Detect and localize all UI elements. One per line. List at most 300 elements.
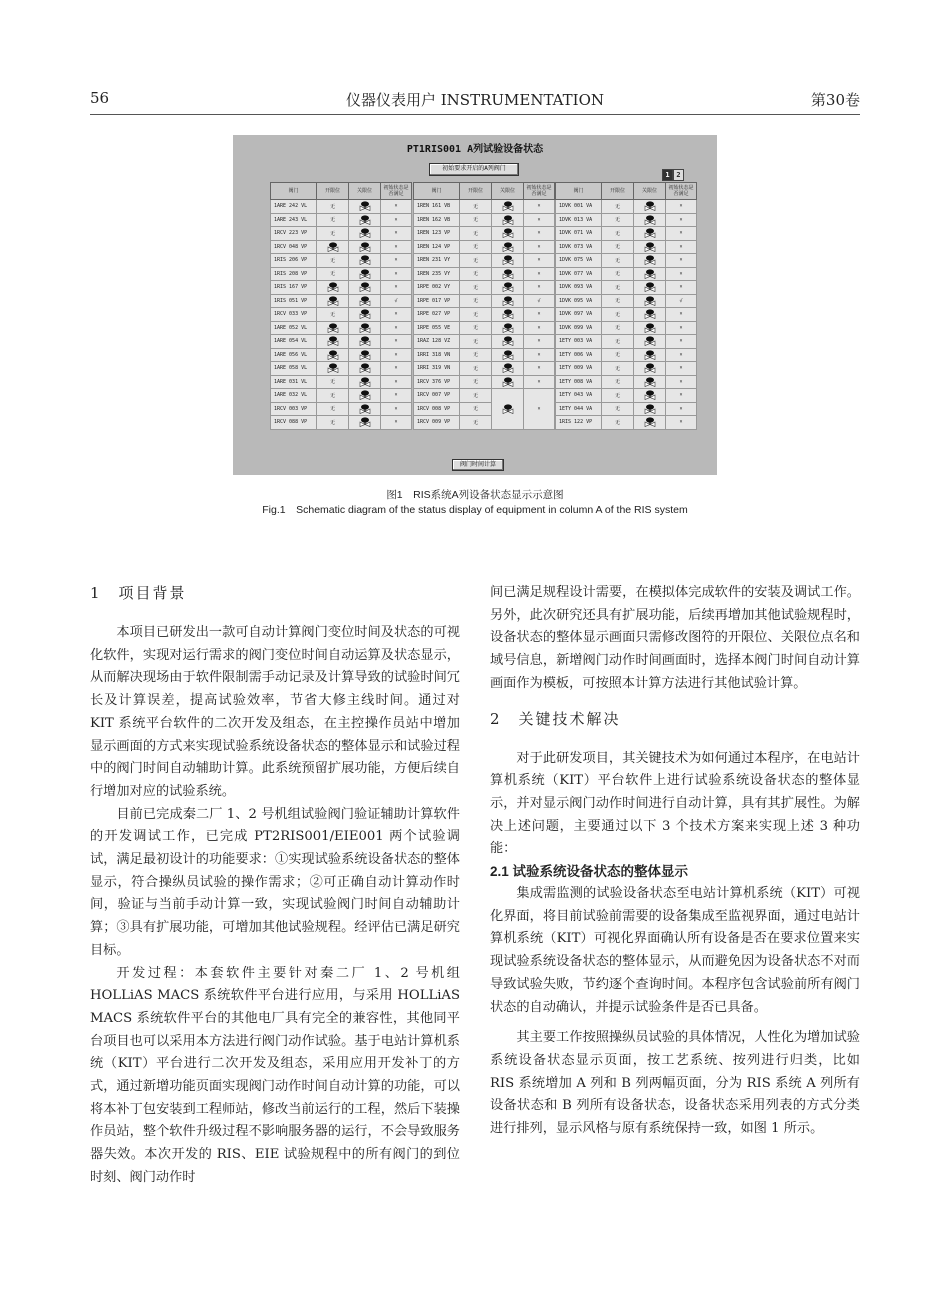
- valve-name-cell: 1RIS 122 VP: [556, 416, 602, 430]
- table-row: [556, 348, 697, 362]
- status-cell: ×: [666, 281, 697, 295]
- status-cell: ×: [666, 389, 697, 403]
- status-cell: ×: [524, 281, 555, 295]
- valve-name-cell: 1RCV 003 VP: [271, 402, 317, 416]
- status-cell: ×: [666, 308, 697, 322]
- table-row: [556, 294, 697, 308]
- open-limit-cell: 无: [602, 308, 634, 322]
- open-limit-cell: 无: [602, 389, 634, 403]
- close-limit-cell: [349, 240, 381, 254]
- valve-name-cell: 1RIS 208 VP: [271, 267, 317, 281]
- table-header: [271, 183, 412, 200]
- paragraph: 目前已完成秦二厂 1、2 号机组试验阀门验证辅助计算软件的开发调试工作，已完成 PT2RIS001/EIE001 两个试验调试，满足最初设计的功能要求：①实现试验系统设备状态的整体显示，符合操纵员试验的操作需求；②可正确自动计算动作时间，验证与当前手动计算一致，实现试验阀门时间自动辅助计算；③具有扩展功能，可增加其他试验规程。经评估已满足研究目标。: [90, 806, 460, 958]
- table-row: [414, 281, 555, 295]
- valve-name-cell: 1DVK 093 VA: [556, 281, 602, 295]
- close-limit-cell: [492, 254, 524, 268]
- valve-name-cell: 1DVK 013 VA: [556, 213, 602, 227]
- open-limit-cell: 无: [602, 416, 634, 430]
- column-header: 开限位: [317, 183, 349, 200]
- valve-name-cell: 1RCV 088 VP: [271, 416, 317, 430]
- valve-icon: [327, 363, 339, 373]
- open-limit-cell: 无: [602, 402, 634, 416]
- open-limit-cell: 无: [317, 389, 349, 403]
- valve-icon: [359, 255, 371, 265]
- valve-icon: [644, 323, 656, 333]
- valve-name-cell: 1RPE 017 VP: [414, 294, 460, 308]
- valve-name-cell: 1ARE 032 VL: [271, 389, 317, 403]
- close-limit-cell: [634, 389, 666, 403]
- status-cell: ×: [666, 267, 697, 281]
- open-limit-cell: 无: [317, 227, 349, 241]
- table-row: [556, 267, 697, 281]
- status-cell: ×: [381, 213, 412, 227]
- valve-name-cell: 1DVK 001 VA: [556, 200, 602, 214]
- table-row: [556, 402, 697, 416]
- open-limit-cell: [317, 294, 349, 308]
- close-limit-cell: [634, 402, 666, 416]
- close-limit-cell: [492, 227, 524, 241]
- table-row: [271, 227, 412, 241]
- valve-name-cell: 1RPE 002 VY: [414, 281, 460, 295]
- valve-icon: [327, 336, 339, 346]
- table-row: [271, 348, 412, 362]
- status-cell: ×: [381, 402, 412, 416]
- section-2-heading: 2 关键技术解决: [490, 709, 621, 728]
- table-row: [271, 308, 412, 322]
- valve-name-cell: 1RCV 009 VP: [414, 416, 460, 430]
- status-cell: √: [666, 294, 697, 308]
- table-row: [556, 416, 697, 430]
- close-limit-cell: [349, 200, 381, 214]
- status-cell: ×: [524, 362, 555, 376]
- status-cell: ×: [666, 362, 697, 376]
- valve-icon: [644, 417, 656, 427]
- valve-icon: [327, 282, 339, 292]
- valve-icon: [644, 269, 656, 279]
- status-cell: ×: [524, 375, 555, 389]
- valve-name-cell: 1DVK 095 VA: [556, 294, 602, 308]
- left-column: [90, 582, 460, 1190]
- close-limit-cell: [634, 321, 666, 335]
- close-limit-cell: [349, 227, 381, 241]
- page-number: 56: [90, 89, 110, 107]
- open-limit-cell: [317, 335, 349, 349]
- close-limit-cell: [634, 335, 666, 349]
- valve-icon: [644, 363, 656, 373]
- open-limit-cell: 无: [460, 308, 492, 322]
- table-row: [556, 254, 697, 268]
- open-limit-cell: 无: [602, 321, 634, 335]
- status-cell: ×: [381, 321, 412, 335]
- table-row: [271, 281, 412, 295]
- valve-name-cell: 1RCV 008 VP: [414, 402, 460, 416]
- open-limit-cell: 无: [460, 348, 492, 362]
- column-header: 关限位: [634, 183, 666, 200]
- valve-icon: [359, 296, 371, 306]
- status-cell: ×: [381, 416, 412, 430]
- column-header: 开限位: [602, 183, 634, 200]
- status-cell: ×: [524, 213, 555, 227]
- close-limit-cell: [349, 294, 381, 308]
- table-row: [271, 389, 412, 403]
- close-limit-cell: [349, 308, 381, 322]
- paragraph: 本项目已研发出一款可自动计算阀门变位时间及状态的可视化软件，实现对运行需求的阀门变位时间自动运算及状态显示，从而解决现场由于软件限制需手动记录及计算导致的试验时间冗长及计算误差，提高试验效率，节省大修主线时间。通过对 KIT 系统平台软件的二次开发及组态，在主控操作员站中增加显示画面的方式来实现试验系统设备状态的整体显示和试验过程中的阀门时间自动辅助计算。此系统预留扩展功能，方便后续自行增加对应的试验系统。: [90, 625, 460, 799]
- status-cell: ×: [524, 348, 555, 362]
- figure-title: PT1RIS001 A列试验设备状态: [406, 144, 544, 155]
- valve-name-cell: 1RCV 048 VP: [271, 240, 317, 254]
- status-cell: ×: [666, 375, 697, 389]
- status-cell: ×: [381, 227, 412, 241]
- table-row: [414, 267, 555, 281]
- valve-name-cell: 1DVK 071 VA: [556, 227, 602, 241]
- table-row: [414, 294, 555, 308]
- open-limit-cell: [317, 362, 349, 376]
- valve-table-1: [270, 182, 412, 430]
- open-limit-cell: 无: [602, 281, 634, 295]
- valve-name-cell: 1RRI 319 VN: [414, 362, 460, 376]
- close-limit-cell: [634, 294, 666, 308]
- status-cell: ×: [381, 200, 412, 214]
- open-limit-cell: 无: [602, 294, 634, 308]
- table-row: [271, 200, 412, 214]
- table-row: [556, 362, 697, 376]
- valve-icon: [644, 242, 656, 252]
- status-cell: ×: [381, 281, 412, 295]
- valve-icon: [359, 336, 371, 346]
- open-limit-cell: 无: [460, 321, 492, 335]
- table-row: [271, 402, 412, 416]
- close-limit-cell: [349, 254, 381, 268]
- table-row: [271, 240, 412, 254]
- table-row: [414, 335, 555, 349]
- status-cell: ×: [666, 321, 697, 335]
- valve-name-cell: 1DVK 073 VA: [556, 240, 602, 254]
- paragraph: 集成需监测的试验设备状态至电站计算机系统（KIT）可视化界面，将目前试验前需要的设备集成至监视界面，通过电站计算机系统（KIT）可视化界面确认所有设备是否在要求位置来实现试验系统设备状态的整体显示，从而避免因为设备状态不对而导致试验失败，节约逐个查询时间。本程序包含试验前所有阀门状态的自动确认，并提示试验条件是否已具备。: [490, 886, 860, 1015]
- status-cell: ×: [524, 335, 555, 349]
- open-limit-cell: 无: [317, 375, 349, 389]
- paragraph: 开发过程：本套软件主要针对秦二厂 1、2 号机组 HOLLiAS MACS 系统软件平台进行应用，与采用 HOLLiAS MACS 系统软件平台的其他电厂具有完全的兼容性，其他同平台项目也可以采用本方法进行阀门动作试验。基于电站计算机系统（KIT）平台进行二次开发及组态，采用应用开发补丁的方式，通过新增功能页面实现阀门动作时间自动计算的功能，可以将本补丁包安装到工程师站，修改当前运行的工程，然后下装操作员站，整个软件升级过程不影响服务器的运行，不会导致服务器失效。本次开发的 RIS、EIE 试验规程中的所有阀门的到位时刻、阀门动作时: [90, 965, 460, 1185]
- column-header: 阀门: [271, 183, 317, 200]
- valve-name-cell: 1ETY 008 VA: [556, 375, 602, 389]
- table-row: [271, 416, 412, 430]
- valve-name-cell: 1ETY 009 VA: [556, 362, 602, 376]
- table-row: [414, 375, 555, 389]
- open-limit-cell: 无: [317, 416, 349, 430]
- close-limit-cell: [634, 213, 666, 227]
- valve-name-cell: 1RIS 051 VP: [271, 294, 317, 308]
- valve-name-cell: 1RCV 007 VP: [414, 389, 460, 403]
- valve-name-cell: 1ARE 054 VL: [271, 335, 317, 349]
- valve-name-cell: 1ARE 243 VL: [271, 213, 317, 227]
- status-cell: √: [524, 294, 555, 308]
- open-limit-cell: 无: [317, 267, 349, 281]
- valve-table-2: [413, 182, 555, 430]
- valve-icon: [644, 350, 656, 360]
- valve-icon: [644, 404, 656, 414]
- paragraph: 对于此研发项目，其关键技术为如何通过本程序，在电站计算机系统（KIT）平台软件上进行试验系统设备状态的整体显示，并对显示阀门动作时间进行自动计算，具有其扩展性。为解决上述问题，主要通过以下 3 个技术方案来实现上述 3 种功能：: [490, 750, 860, 857]
- valve-name-cell: 1RPE 027 VP: [414, 308, 460, 322]
- close-limit-cell: [492, 321, 524, 335]
- valve-icon: [644, 215, 656, 225]
- status-cell: ×: [666, 240, 697, 254]
- valve-icon: [359, 363, 371, 373]
- valve-icon: [359, 228, 371, 238]
- open-limit-cell: 无: [602, 200, 634, 214]
- close-limit-cell: [492, 281, 524, 295]
- valve-name-cell: 1RCV 376 VP: [414, 375, 460, 389]
- open-limit-cell: 无: [317, 308, 349, 322]
- close-limit-cell: [349, 348, 381, 362]
- valve-icon: [502, 350, 514, 360]
- close-limit-cell: [492, 200, 524, 214]
- valve-icon: [359, 309, 371, 319]
- valve-name-cell: 1RIS 206 VP: [271, 254, 317, 268]
- figure-caption: [0, 488, 950, 518]
- valve-icon: [502, 296, 514, 306]
- close-limit-cell: [634, 281, 666, 295]
- valve-icon: [502, 377, 514, 387]
- valve-icon: [359, 242, 371, 252]
- table-header: [556, 183, 697, 200]
- status-cell: ×: [524, 227, 555, 241]
- table-row: [271, 335, 412, 349]
- valve-icon: [359, 390, 371, 400]
- status-cell: ×: [524, 254, 555, 268]
- table-row: [556, 240, 697, 254]
- table-row: [414, 240, 555, 254]
- close-limit-cell: [349, 267, 381, 281]
- page-2-button[interactable]: 2: [673, 169, 684, 181]
- caption-en: Fig.1 Schematic diagram of the status display of equipment in column A of the RIS system: [262, 504, 688, 516]
- open-limit-cell: 无: [602, 362, 634, 376]
- header-rule: [90, 114, 860, 115]
- column-header: 初始状态是否满足: [666, 183, 697, 200]
- valve-name-cell: 1ARE 058 VL: [271, 362, 317, 376]
- valve-icon: [502, 255, 514, 265]
- right-column: [490, 582, 860, 1141]
- close-limit-cell: [492, 348, 524, 362]
- close-limit-cell: [349, 402, 381, 416]
- open-limit-cell: 无: [460, 267, 492, 281]
- valve-name-cell: 1ARE 242 VL: [271, 200, 317, 214]
- open-limit-cell: 无: [460, 227, 492, 241]
- figure-screenshot: [233, 135, 717, 475]
- table-row: [414, 213, 555, 227]
- open-limit-cell: [317, 240, 349, 254]
- valve-icon: [502, 215, 514, 225]
- table-row: [271, 254, 412, 268]
- table-row: [556, 200, 697, 214]
- close-limit-cell: [492, 375, 524, 389]
- open-limit-cell: [317, 348, 349, 362]
- valve-icon: [644, 377, 656, 387]
- open-limit-cell: 无: [460, 362, 492, 376]
- status-cell: ×: [666, 227, 697, 241]
- valve-icon: [359, 323, 371, 333]
- close-limit-cell: [634, 308, 666, 322]
- valve-time-calc-button[interactable]: 阀门时间计算: [452, 459, 504, 471]
- valve-icon: [644, 390, 656, 400]
- valve-icon: [359, 215, 371, 225]
- valve-icon: [644, 201, 656, 211]
- status-cell: ×: [666, 416, 697, 430]
- open-limit-cell: 无: [460, 240, 492, 254]
- valve-icon: [644, 336, 656, 346]
- close-limit-cell: [349, 389, 381, 403]
- close-limit-cell: [492, 362, 524, 376]
- section-2-1-heading: 2.1 试验系统设备状态的整体显示: [490, 864, 689, 880]
- close-limit-cell: [634, 254, 666, 268]
- open-limit-cell: 无: [460, 200, 492, 214]
- open-limit-cell: [317, 321, 349, 335]
- table-row: [556, 389, 697, 403]
- status-cell: ×: [381, 308, 412, 322]
- valve-icon: [502, 201, 514, 211]
- open-limit-cell: 无: [460, 335, 492, 349]
- valve-icon: [502, 363, 514, 373]
- valve-icon: [327, 323, 339, 333]
- status-cell: ×: [524, 267, 555, 281]
- column-header: 初始状态是否满足: [524, 183, 555, 200]
- close-limit-cell: [492, 335, 524, 349]
- status-cell: ×: [666, 200, 697, 214]
- close-limit-cell: [634, 227, 666, 241]
- valve-icon: [502, 404, 514, 414]
- table-row: [271, 267, 412, 281]
- open-limit-cell: 无: [460, 213, 492, 227]
- section-1-heading: 1 项目背景: [90, 584, 187, 602]
- status-cell: ×: [381, 348, 412, 362]
- open-limit-cell: 无: [602, 335, 634, 349]
- status-cell: ×: [381, 362, 412, 376]
- table-row: [271, 294, 412, 308]
- journal-title: 仪器仪表用户 INSTRUMENTATION: [345, 91, 605, 109]
- valve-name-cell: 1REN 235 VY: [414, 267, 460, 281]
- close-limit-cell: [492, 267, 524, 281]
- table-row: [271, 321, 412, 335]
- valve-name-cell: 1RRI 318 VN: [414, 348, 460, 362]
- valve-name-cell: 1ETY 003 VA: [556, 335, 602, 349]
- column-header: 阀门: [414, 183, 460, 200]
- close-limit-cell: [634, 200, 666, 214]
- table-row: [414, 254, 555, 268]
- valve-table-3: [555, 182, 697, 430]
- status-cell: ×: [666, 402, 697, 416]
- status-cell: ×: [524, 200, 555, 214]
- close-limit-cell: [492, 213, 524, 227]
- close-limit-cell: [349, 213, 381, 227]
- open-limit-cell: 无: [460, 294, 492, 308]
- close-limit-cell: [492, 389, 524, 430]
- open-limit-cell: 无: [317, 254, 349, 268]
- table-row: [414, 348, 555, 362]
- status-cell: √: [381, 294, 412, 308]
- status-cell: ×: [381, 389, 412, 403]
- close-limit-cell: [634, 362, 666, 376]
- table-row: [271, 213, 412, 227]
- valve-name-cell: 1REN 124 VP: [414, 240, 460, 254]
- volume: 第30卷: [810, 91, 860, 109]
- valve-name-cell: 1REN 231 VY: [414, 254, 460, 268]
- valve-icon: [359, 282, 371, 292]
- status-cell: ×: [666, 335, 697, 349]
- valve-icon: [502, 336, 514, 346]
- valve-name-cell: 1ARE 031 VL: [271, 375, 317, 389]
- valve-name-cell: 1REN 161 VB: [414, 200, 460, 214]
- close-limit-cell: [634, 375, 666, 389]
- valve-name-cell: 1RAZ 128 VZ: [414, 335, 460, 349]
- valve-name-cell: 1DVK 097 VA: [556, 308, 602, 322]
- open-limit-cell: 无: [317, 213, 349, 227]
- open-limit-cell: 无: [460, 416, 492, 430]
- close-limit-cell: [634, 267, 666, 281]
- valve-name-cell: 1DVK 075 VA: [556, 254, 602, 268]
- open-limit-cell: 无: [602, 348, 634, 362]
- valve-name-cell: 1RCV 033 VP: [271, 308, 317, 322]
- open-limit-cell: [317, 281, 349, 295]
- valve-name-cell: 1DVK 099 VA: [556, 321, 602, 335]
- table-row: [556, 213, 697, 227]
- valve-icon: [359, 404, 371, 414]
- valve-name-cell: 1DVK 077 VA: [556, 267, 602, 281]
- valve-name-cell: 1REN 123 VP: [414, 227, 460, 241]
- valve-icon: [502, 228, 514, 238]
- column-header: 初始状态是否满足: [381, 183, 412, 200]
- page-1-button[interactable]: 1: [662, 169, 673, 181]
- open-limit-cell: 无: [460, 254, 492, 268]
- table-row: [414, 321, 555, 335]
- close-limit-cell: [349, 281, 381, 295]
- valve-icon: [327, 296, 339, 306]
- column-header: 阀门: [556, 183, 602, 200]
- open-limit-cell: 无: [317, 200, 349, 214]
- close-limit-cell: [492, 308, 524, 322]
- open-limit-cell: 无: [602, 375, 634, 389]
- close-limit-cell: [349, 321, 381, 335]
- status-cell: ×: [666, 254, 697, 268]
- table-row: [556, 308, 697, 322]
- valve-name-cell: 1ETY 043 VA: [556, 389, 602, 403]
- paragraph: 间已满足规程设计需要，在模拟体完成软件的安装及调试工作。另外，此次研究还具有扩展功能，后续再增加其他试验规程时，设备状态的整体显示画面只需修改图符的开限位、关限位点名和域号信息，新增阀门动作时间画面时，选择本阀门时间自动计算画面作为模板，可按照本计算方法进行其他试验计算。: [490, 585, 860, 691]
- table-row: [414, 389, 555, 403]
- open-limit-cell: 无: [460, 389, 492, 403]
- column-header: 关限位: [492, 183, 524, 200]
- status-cell: ×: [381, 240, 412, 254]
- table-row: [414, 362, 555, 376]
- valve-icon: [644, 255, 656, 265]
- open-limit-cell: 无: [602, 213, 634, 227]
- table-row: [414, 308, 555, 322]
- valve-name-cell: 1ETY 044 VA: [556, 402, 602, 416]
- valve-icon: [644, 282, 656, 292]
- valve-icon: [359, 417, 371, 427]
- table-row: [414, 200, 555, 214]
- valve-icon: [359, 201, 371, 211]
- valve-name-cell: 1RIS 167 VP: [271, 281, 317, 295]
- valve-name-cell: 1RCV 223 VP: [271, 227, 317, 241]
- table-header: [414, 183, 555, 200]
- valve-name-cell: 1RPE 055 VE: [414, 321, 460, 335]
- valve-icon: [502, 282, 514, 292]
- column-header: 开限位: [460, 183, 492, 200]
- status-cell: ×: [524, 389, 555, 430]
- initial-open-valves-button[interactable]: 初始要求开启的A列阀门: [429, 163, 519, 176]
- valve-icon: [359, 269, 371, 279]
- valve-icon: [502, 309, 514, 319]
- table-row: [271, 375, 412, 389]
- valve-icon: [359, 377, 371, 387]
- open-limit-cell: 无: [317, 402, 349, 416]
